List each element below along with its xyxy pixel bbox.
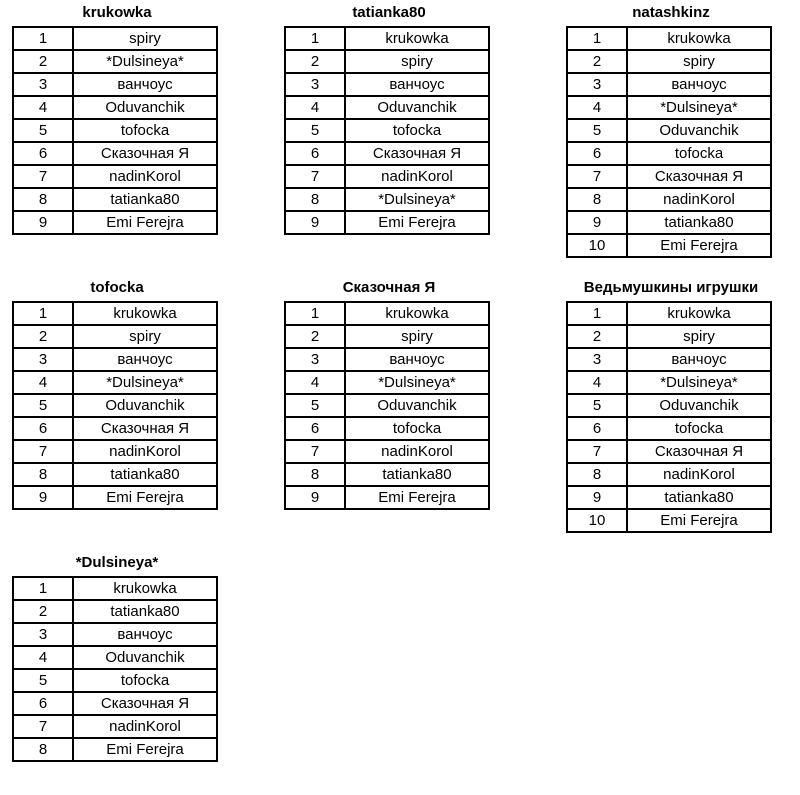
rank-number: 3 bbox=[285, 348, 345, 371]
table-row bbox=[13, 119, 217, 142]
participant-name: krukowka bbox=[627, 27, 771, 50]
participant-name: *Dulsineya* bbox=[345, 371, 489, 394]
participant-name: Oduvanchik bbox=[345, 394, 489, 417]
participant-name: Oduvanchik bbox=[627, 119, 771, 142]
ranking-table bbox=[566, 26, 772, 258]
rank-number: 3 bbox=[13, 73, 73, 96]
rank-number: 3 bbox=[567, 73, 627, 96]
rank-number: 5 bbox=[285, 394, 345, 417]
rank-number: 7 bbox=[567, 440, 627, 463]
rank-number: 9 bbox=[285, 211, 345, 234]
table-row bbox=[13, 417, 217, 440]
table-row bbox=[285, 73, 489, 96]
table-row bbox=[285, 165, 489, 188]
participant-name: spiry bbox=[627, 50, 771, 73]
rank-number: 9 bbox=[567, 486, 627, 509]
rank-number: 8 bbox=[567, 463, 627, 486]
table-row bbox=[13, 211, 217, 234]
rank-number: 1 bbox=[13, 577, 73, 600]
table-row bbox=[13, 142, 217, 165]
participant-name: nadinKorol bbox=[73, 440, 217, 463]
table-row bbox=[567, 234, 771, 257]
rank-number: 1 bbox=[567, 27, 627, 50]
participant-name: Emi Ferejra bbox=[627, 234, 771, 257]
table-row bbox=[13, 646, 217, 669]
participant-name: krukowka bbox=[627, 302, 771, 325]
participant-name: nadinKorol bbox=[73, 165, 217, 188]
rank-number: 2 bbox=[567, 325, 627, 348]
participant-name: Сказочная Я bbox=[627, 165, 771, 188]
participant-name: tofocka bbox=[627, 142, 771, 165]
participant-name: tofocka bbox=[345, 417, 489, 440]
table-row bbox=[285, 119, 489, 142]
table-row bbox=[13, 27, 217, 50]
rank-number: 8 bbox=[13, 738, 73, 761]
participant-name: tatianka80 bbox=[627, 211, 771, 234]
participant-name: Сказочная Я bbox=[345, 142, 489, 165]
table-row bbox=[567, 119, 771, 142]
rank-number: 6 bbox=[567, 417, 627, 440]
table-row bbox=[13, 440, 217, 463]
table-row bbox=[285, 463, 489, 486]
table-row bbox=[13, 325, 217, 348]
ranking-title: tatianka80 bbox=[352, 4, 426, 21]
table-row bbox=[285, 142, 489, 165]
table-row bbox=[285, 417, 489, 440]
table-row bbox=[13, 73, 217, 96]
participant-name: ванчоус bbox=[73, 73, 217, 96]
participant-name: tatianka80 bbox=[345, 463, 489, 486]
rank-number: 6 bbox=[13, 692, 73, 715]
table-row bbox=[285, 371, 489, 394]
table-row bbox=[567, 165, 771, 188]
participant-name: Oduvanchik bbox=[73, 96, 217, 119]
participant-name: nadinKorol bbox=[345, 165, 489, 188]
rank-number: 5 bbox=[567, 394, 627, 417]
table-row bbox=[285, 50, 489, 73]
rank-number: 2 bbox=[13, 50, 73, 73]
table-row bbox=[567, 73, 771, 96]
ranking-table bbox=[12, 576, 218, 762]
participant-name: krukowka bbox=[345, 302, 489, 325]
rank-number: 7 bbox=[13, 165, 73, 188]
participant-name: *Dulsineya* bbox=[73, 371, 217, 394]
table-row bbox=[285, 27, 489, 50]
participant-name: Emi Ferejra bbox=[73, 211, 217, 234]
ranking-table bbox=[284, 26, 490, 235]
rank-number: 8 bbox=[13, 463, 73, 486]
ranking-title: tofocka bbox=[90, 279, 144, 296]
participant-name: spiry bbox=[73, 325, 217, 348]
table-row bbox=[567, 348, 771, 371]
participant-name: tofocka bbox=[73, 669, 217, 692]
ranking-title: Ведьмушкины игрушки bbox=[583, 279, 759, 296]
table-row bbox=[13, 738, 217, 761]
table-row bbox=[567, 394, 771, 417]
table-row bbox=[13, 302, 217, 325]
rank-number: 5 bbox=[13, 119, 73, 142]
ranking-title: natashkinz bbox=[632, 4, 710, 21]
rank-number: 6 bbox=[567, 142, 627, 165]
participant-name: ванчоус bbox=[345, 73, 489, 96]
participant-name: Сказочная Я bbox=[73, 142, 217, 165]
table-row bbox=[13, 669, 217, 692]
rank-number: 3 bbox=[13, 348, 73, 371]
table-row bbox=[567, 463, 771, 486]
table-row bbox=[567, 50, 771, 73]
table-row bbox=[285, 394, 489, 417]
participant-name: tofocka bbox=[627, 417, 771, 440]
participant-name: Oduvanchik bbox=[73, 394, 217, 417]
table-row bbox=[285, 302, 489, 325]
participant-name: spiry bbox=[345, 50, 489, 73]
participant-name: *Dulsineya* bbox=[627, 96, 771, 119]
table-row bbox=[567, 509, 771, 532]
table-row bbox=[567, 325, 771, 348]
participant-name: krukowka bbox=[73, 577, 217, 600]
rank-number: 9 bbox=[13, 211, 73, 234]
rank-number: 1 bbox=[567, 302, 627, 325]
participant-name: spiry bbox=[627, 325, 771, 348]
table-row bbox=[285, 325, 489, 348]
participant-name: spiry bbox=[345, 325, 489, 348]
participant-name: tofocka bbox=[73, 119, 217, 142]
rank-number: 7 bbox=[285, 165, 345, 188]
rank-number: 2 bbox=[13, 600, 73, 623]
table-row bbox=[13, 348, 217, 371]
table-row bbox=[285, 211, 489, 234]
rank-number: 8 bbox=[285, 188, 345, 211]
participant-name: Oduvanchik bbox=[73, 646, 217, 669]
table-row bbox=[13, 463, 217, 486]
rank-number: 9 bbox=[13, 486, 73, 509]
table-row bbox=[567, 440, 771, 463]
rank-number: 8 bbox=[13, 188, 73, 211]
participant-name: krukowka bbox=[73, 302, 217, 325]
table-row bbox=[567, 417, 771, 440]
participant-name: Emi Ferejra bbox=[73, 738, 217, 761]
participant-name: Emi Ferejra bbox=[345, 486, 489, 509]
table-row bbox=[13, 715, 217, 738]
rank-number: 2 bbox=[13, 325, 73, 348]
rank-number: 4 bbox=[285, 96, 345, 119]
participant-name: ванчоус bbox=[73, 623, 217, 646]
rank-number: 8 bbox=[567, 188, 627, 211]
rank-number: 1 bbox=[285, 302, 345, 325]
rank-number: 3 bbox=[567, 348, 627, 371]
rank-number: 6 bbox=[285, 142, 345, 165]
rank-number: 5 bbox=[567, 119, 627, 142]
rank-number: 7 bbox=[13, 715, 73, 738]
rank-number: 7 bbox=[567, 165, 627, 188]
rank-number: 7 bbox=[13, 440, 73, 463]
table-row bbox=[13, 623, 217, 646]
participant-name: ванчоус bbox=[345, 348, 489, 371]
table-row bbox=[285, 486, 489, 509]
rank-number: 4 bbox=[13, 646, 73, 669]
participant-name: spiry bbox=[73, 27, 217, 50]
rank-number: 6 bbox=[285, 417, 345, 440]
participant-name: Сказочная Я bbox=[627, 440, 771, 463]
participant-name: nadinKorol bbox=[73, 715, 217, 738]
ranking-title: *Dulsineya* bbox=[75, 554, 159, 571]
rank-number: 1 bbox=[13, 27, 73, 50]
rank-number: 5 bbox=[285, 119, 345, 142]
table-row bbox=[567, 211, 771, 234]
participant-name: ванчоус bbox=[627, 348, 771, 371]
rank-number: 9 bbox=[285, 486, 345, 509]
rank-number: 1 bbox=[13, 302, 73, 325]
table-row bbox=[567, 371, 771, 394]
rank-number: 4 bbox=[285, 371, 345, 394]
table-row bbox=[567, 96, 771, 119]
table-row bbox=[13, 486, 217, 509]
ranking-table bbox=[12, 26, 218, 235]
participant-name: Oduvanchik bbox=[345, 96, 489, 119]
ranking-table bbox=[12, 301, 218, 510]
rank-number: 7 bbox=[285, 440, 345, 463]
rank-number: 4 bbox=[567, 371, 627, 394]
rank-number: 10 bbox=[567, 234, 627, 257]
table-row bbox=[13, 692, 217, 715]
rank-number: 3 bbox=[285, 73, 345, 96]
participant-name: tatianka80 bbox=[73, 600, 217, 623]
table-row bbox=[13, 188, 217, 211]
rank-number: 6 bbox=[13, 417, 73, 440]
ranking-title: Сказочная Я bbox=[342, 279, 436, 296]
participant-name: krukowka bbox=[345, 27, 489, 50]
rank-number: 9 bbox=[567, 211, 627, 234]
table-row bbox=[285, 440, 489, 463]
table-row bbox=[285, 348, 489, 371]
rank-number: 4 bbox=[567, 96, 627, 119]
participant-name: *Dulsineya* bbox=[627, 371, 771, 394]
participant-name: ванчоус bbox=[627, 73, 771, 96]
rank-number: 4 bbox=[13, 96, 73, 119]
participant-name: Emi Ferejra bbox=[627, 509, 771, 532]
table-row bbox=[13, 96, 217, 119]
table-row bbox=[13, 50, 217, 73]
ranking-table bbox=[566, 301, 772, 533]
participant-name: Emi Ferejra bbox=[345, 211, 489, 234]
table-row bbox=[567, 27, 771, 50]
participant-name: tatianka80 bbox=[73, 188, 217, 211]
rank-number: 4 bbox=[13, 371, 73, 394]
rank-number: 8 bbox=[285, 463, 345, 486]
table-row bbox=[567, 142, 771, 165]
participant-name: *Dulsineya* bbox=[345, 188, 489, 211]
rank-number: 3 bbox=[13, 623, 73, 646]
rank-number: 1 bbox=[285, 27, 345, 50]
table-row bbox=[13, 165, 217, 188]
participant-name: Oduvanchik bbox=[627, 394, 771, 417]
participant-name: *Dulsineya* bbox=[73, 50, 217, 73]
table-row bbox=[567, 302, 771, 325]
table-row bbox=[567, 188, 771, 211]
participant-name: Emi Ferejra bbox=[73, 486, 217, 509]
table-row bbox=[13, 371, 217, 394]
table-row bbox=[285, 96, 489, 119]
rank-number: 10 bbox=[567, 509, 627, 532]
rank-number: 5 bbox=[13, 394, 73, 417]
rank-number: 2 bbox=[285, 50, 345, 73]
ranking-title: krukowka bbox=[82, 4, 152, 21]
participant-name: tatianka80 bbox=[627, 486, 771, 509]
table-row bbox=[285, 188, 489, 211]
participant-name: nadinKorol bbox=[345, 440, 489, 463]
rank-number: 2 bbox=[567, 50, 627, 73]
participant-name: nadinKorol bbox=[627, 463, 771, 486]
participant-name: tofocka bbox=[345, 119, 489, 142]
participant-name: Сказочная Я bbox=[73, 692, 217, 715]
participant-name: nadinKorol bbox=[627, 188, 771, 211]
participant-name: Сказочная Я bbox=[73, 417, 217, 440]
table-row bbox=[13, 394, 217, 417]
ranking-table bbox=[284, 301, 490, 510]
table-row bbox=[13, 577, 217, 600]
participant-name: ванчоус bbox=[73, 348, 217, 371]
rank-number: 5 bbox=[13, 669, 73, 692]
rank-number: 2 bbox=[285, 325, 345, 348]
table-row bbox=[567, 486, 771, 509]
rank-number: 6 bbox=[13, 142, 73, 165]
participant-name: tatianka80 bbox=[73, 463, 217, 486]
table-row bbox=[13, 600, 217, 623]
